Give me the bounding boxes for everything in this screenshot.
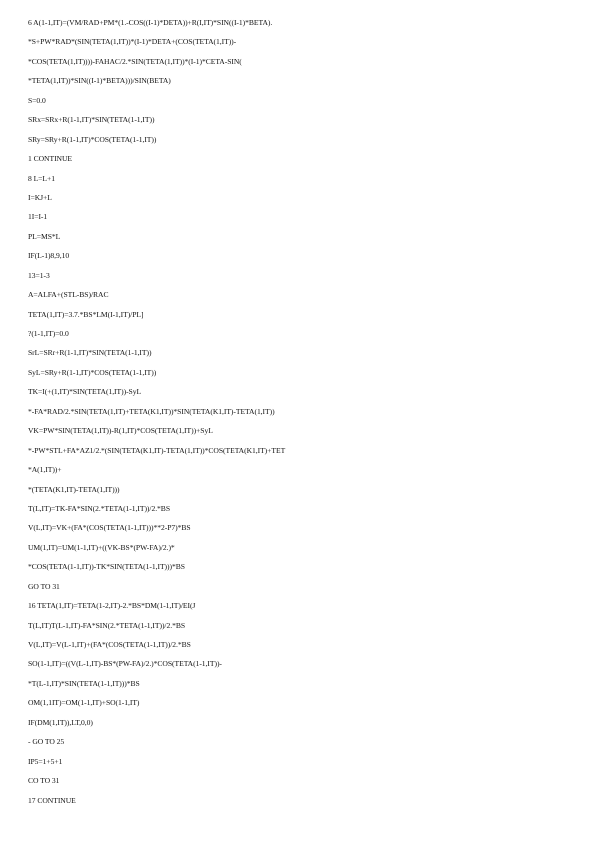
code-line: 13=1-3 xyxy=(28,270,50,280)
code-line: SRx=SRx+R(1-1,IT)*SIN(TETA(1-1,IT)) xyxy=(28,115,155,125)
code-line: T(L,IT)T(L-1,IT)-FA*SIN(2.*TETA(1-1,IT))/2.*BS xyxy=(28,620,186,630)
code-line: SyL=SRy+R(1-1,IT)*COS(TETA(1-1,IT)) xyxy=(28,367,157,377)
code-line: VK=PW*SIN(TETA(1,IT))-R(1,IT)*COS(TETA(1,IT))+SyL xyxy=(28,426,213,436)
code-line: IF(L-1)8,9,10 xyxy=(28,251,70,261)
code-line: IP5=1+5+1 xyxy=(28,756,63,766)
code-line: SrL=SRr+R(1-1,IT)*SIN(TETA(1-1,IT)) xyxy=(28,348,152,358)
code-line: V(L,IT)=VK+(FA*(COS(TETA(1-1,IT)))**2-P7)*BS xyxy=(28,523,191,533)
code-line: 8 L=L+1 xyxy=(28,173,55,183)
code-line: T(L,IT)=TK-FA*SIN(2.*TETA(1-1,IT))/2.*BS xyxy=(28,503,170,513)
code-line: *TETA(1,IT))*SIN((I-1)*BETA)))/SIN(BETA) xyxy=(28,76,171,86)
code-line: 1I=I-1 xyxy=(28,212,48,222)
code-line: 1 CONTINUE xyxy=(28,154,73,164)
code-line: *(TETA(K1,IT)-TETA(1,IT))) xyxy=(28,484,120,494)
code-line: I=KJ+L xyxy=(28,192,52,202)
code-line: *S+PW*RAD*(SIN(TETA(1,IT))*(I-1)*DETA+(COS(TETA(1,IT))- xyxy=(28,37,237,47)
code-line: ?(1-1,IT)=0.0 xyxy=(28,329,69,338)
code-line: SO(1-1,IT)=((V(L-1,IT)-BS*(PW-FA)/2.)*COS(TETA(1-1,IT))- xyxy=(28,659,222,669)
code-line: *COS(TETA(1-1,IT))-TK*SIN(TETA(1-1,IT)))*BS xyxy=(28,562,185,572)
code-line: A=ALFA+(STL-BS)/RAC xyxy=(28,290,109,300)
code-line: 6 A(1-1,IT)=(VM/RAD+PM*(1.-COS((I-1)*DETA))+R(I,IT)*SIN((I-1)*BETA). xyxy=(28,18,273,27)
code-line: TETA(1,IT)=3.7.*BS*LM(I-1,IT)/PL] xyxy=(28,309,144,319)
code-line: *A(1,IT))+ xyxy=(28,465,62,475)
code-line: V(L,IT)=V(L-1,IT)+(FA*(COS(TETA(1-1,IT))/2.*BS xyxy=(28,640,191,649)
code-line: *COS(TETA(1,IT))))-FAHAC/2.*SIN(TETA(1,IT))*(I-1)*CETA-SIN( xyxy=(28,56,242,66)
code-line: *-FA*RAD/2.*SIN(TETA(1,IT)+TETA(K1,IT))*SIN(TETA(K1,IT)-TETA(1,IT)) xyxy=(28,406,275,416)
code-line: *T(L-1,IT)*SIN(TETA(1-1,IT)))*BS xyxy=(28,678,140,688)
code-line: SRy=SRy+R(1-1,IT)*COS(TETA(1-1,IT)) xyxy=(28,134,157,144)
code-line: PL=MS*L xyxy=(28,231,61,241)
code-line: *-PW*STL+FA*AZ1/2.*(SIN(TETA(K1,IT)-TETA(1,IT))*COS(TETA(K1,IT)+TET xyxy=(28,445,286,455)
code-line: GO TO 31 xyxy=(28,581,60,591)
code-line: IF(DM(1,IT)),LT,0,0) xyxy=(28,717,93,727)
code-line: UM(1,IT)=UM(1-1,IT)+((VK-BS*(PW-FA)/2.)* xyxy=(28,542,175,552)
code-line: - GO TO 25 xyxy=(28,737,65,747)
code-line: OM(1,1IT)=OM(1-1,IT)+SO(1-1,IT) xyxy=(28,698,140,708)
fortran-code-listing xyxy=(28,18,573,815)
code-line: S=0.0 xyxy=(28,95,46,105)
code-line: 16 TETA(1,IT)=TETA(1-2,IT)-2.*BS*DM(1-1,IT)/EI(J xyxy=(28,601,196,611)
code-line: CO TO 31 xyxy=(28,776,60,786)
code-line: TK=I(+(1,IT)*SIN(TETA(1,IT))-SyL xyxy=(28,387,142,397)
code-line: 17 CONTINUE xyxy=(28,795,76,805)
